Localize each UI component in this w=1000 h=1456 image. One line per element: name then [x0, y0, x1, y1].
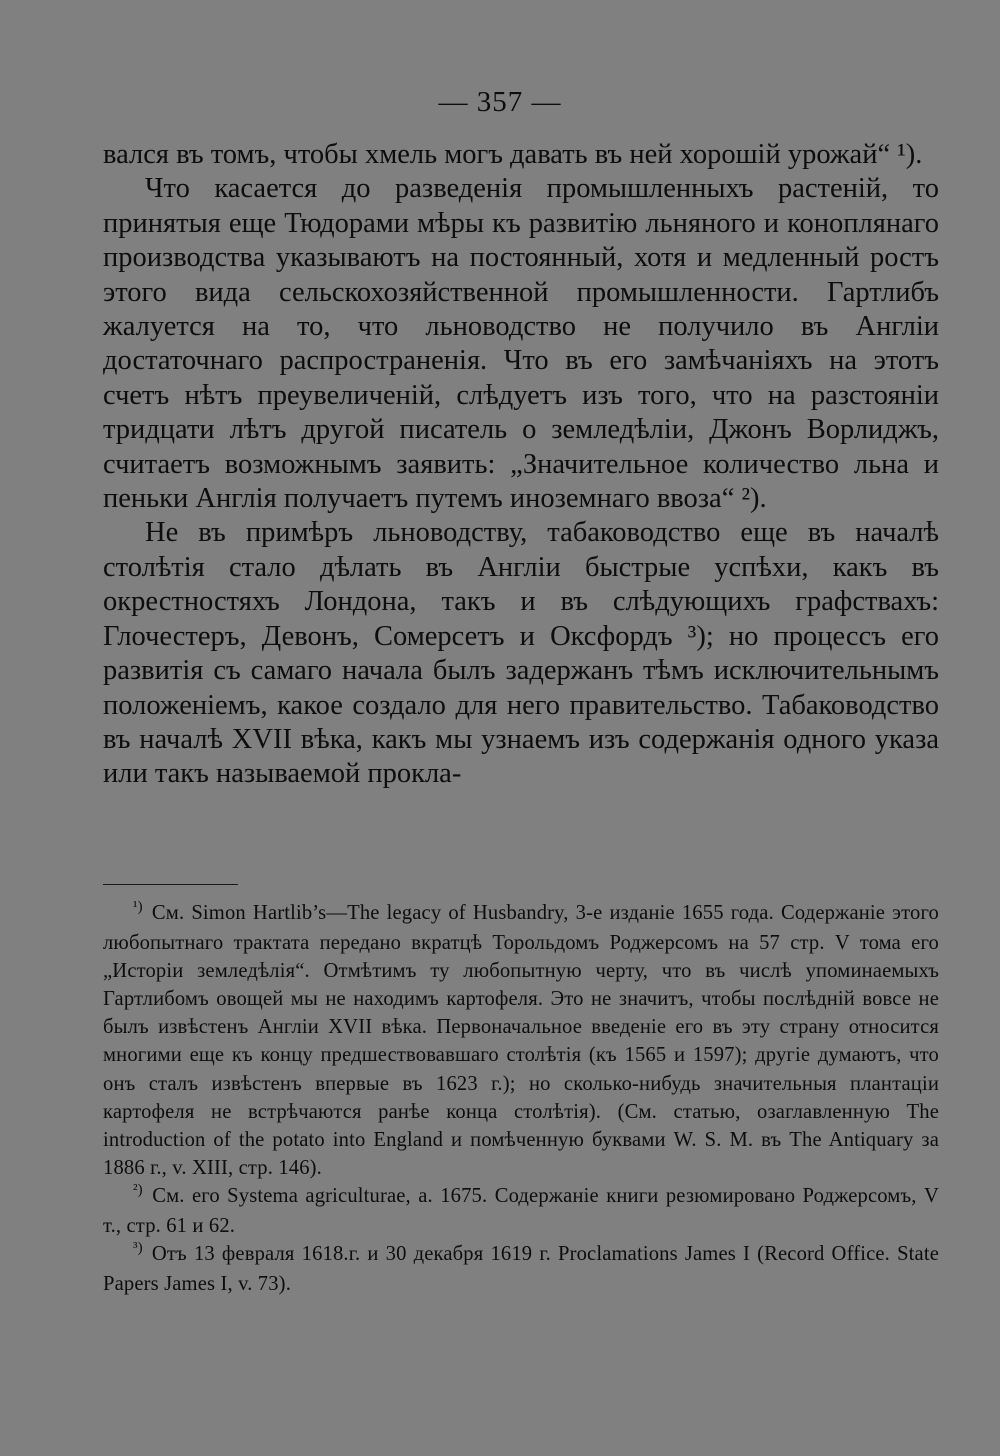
footnote-mark: ³)	[133, 1240, 143, 1257]
footnote-divider	[103, 884, 238, 885]
paragraph-tobacco: Не въ примѣръ льноводству, табаководство еще въ началѣ столѣтія стало дѣлать въ Англіи быстрые успѣхи, какъ въ окрестностяхъ Лондона, такъ и въ слѣдующихъ графствахъ: Глочестеръ, Девонъ, Сомерсетъ и Оксфордъ ³); но процессъ его развитія съ самаго начала былъ задержанъ тѣмъ исключительнымъ положеніемъ, какое создало для него правительство. Табаководство въ началѣ XVII вѣка, какъ мы узнаемъ изъ содержанія одного указа или такъ называемой прокла-	[103, 517, 939, 790]
paragraph-continuation: вался въ томъ, чтобы хмель могъ давать въ ней хорошій урожай“ ¹).	[103, 139, 923, 170]
paragraph-industrial-plants: Что касается до разведенія промышленныхъ растеній, то принятыя еще Тюдорами мѣры къ развитію льняного и конoплянаго производства указываютъ на постоянный, хотя и медленный ростъ этого вида сельскохозяйственной промышленности. Гартлибъ жалуется на то, что льноводство не получило въ Англіи достаточнаго распространенія. Что въ его замѣчаніяхъ на этотъ счетъ нѣтъ преувеличеній, слѣдуетъ изъ того, что на разстояніи тридцати лѣтъ другой писатель о земледѣліи, Джонъ Ворлиджъ, считаетъ возможнымъ заявить: „Значительное количество льна и пеньки Англія получаетъ путемъ иноземнаго ввоза“ ²).	[103, 173, 939, 515]
footnote-text: Отъ 13 февраля 1618.г. и 30 декабря 1619 г. Proclamations James I (Record Office. State Papers James I, v. 73).	[103, 1243, 939, 1296]
footnotes	[103, 899, 939, 1298]
main-text	[103, 138, 939, 792]
footnote-text: См. его Systema agriculturae, a. 1675. Содержаніе книги резюмировано Роджерсомъ, V т., стр. 61 и 62.	[103, 1184, 939, 1238]
footnote-1	[103, 899, 939, 1182]
footnote-mark: ¹)	[133, 899, 143, 915]
footnote-3	[103, 1240, 939, 1298]
footnote-text: См. Simon Hartlib’s—The legacy of Husbandry, 3-е изданіе 1655 года. Содержаніе этого любопытнаго трактата передано вкратцѣ Торольдомъ Роджерсомъ на 57 стр. V тома его „Исторіи земледѣлія“. Отмѣтимъ ту любопытную черту, что въ числѣ упоминаемыхъ Гартлибомъ овощей мы не находимъ картофеля. Это не значитъ, чтобы послѣдній вовсе не былъ извѣстенъ Англіи XVII вѣка. Первоначальное введеніе его въ эту страну относится многими еще къ концу предшествовавшаго столѣтія (къ 1565 и 1597); другіе думаютъ, что онъ сталъ извѣстенъ впервые въ 1623 г.); но сколько-нибудь значительныя плантаціи картофеля не встрѣчаются ранѣе конца столѣтія). (См. статью, озаглавленную The introduction of the potato into England и помѣченную буквами W. S. M. въ The Antiquary за 1886 г., v. XIII, стр. 146).	[103, 902, 939, 1179]
footnote-mark: ²)	[133, 1181, 143, 1198]
footnote-2	[103, 1182, 939, 1240]
page-number: — 357 —	[438, 86, 562, 118]
